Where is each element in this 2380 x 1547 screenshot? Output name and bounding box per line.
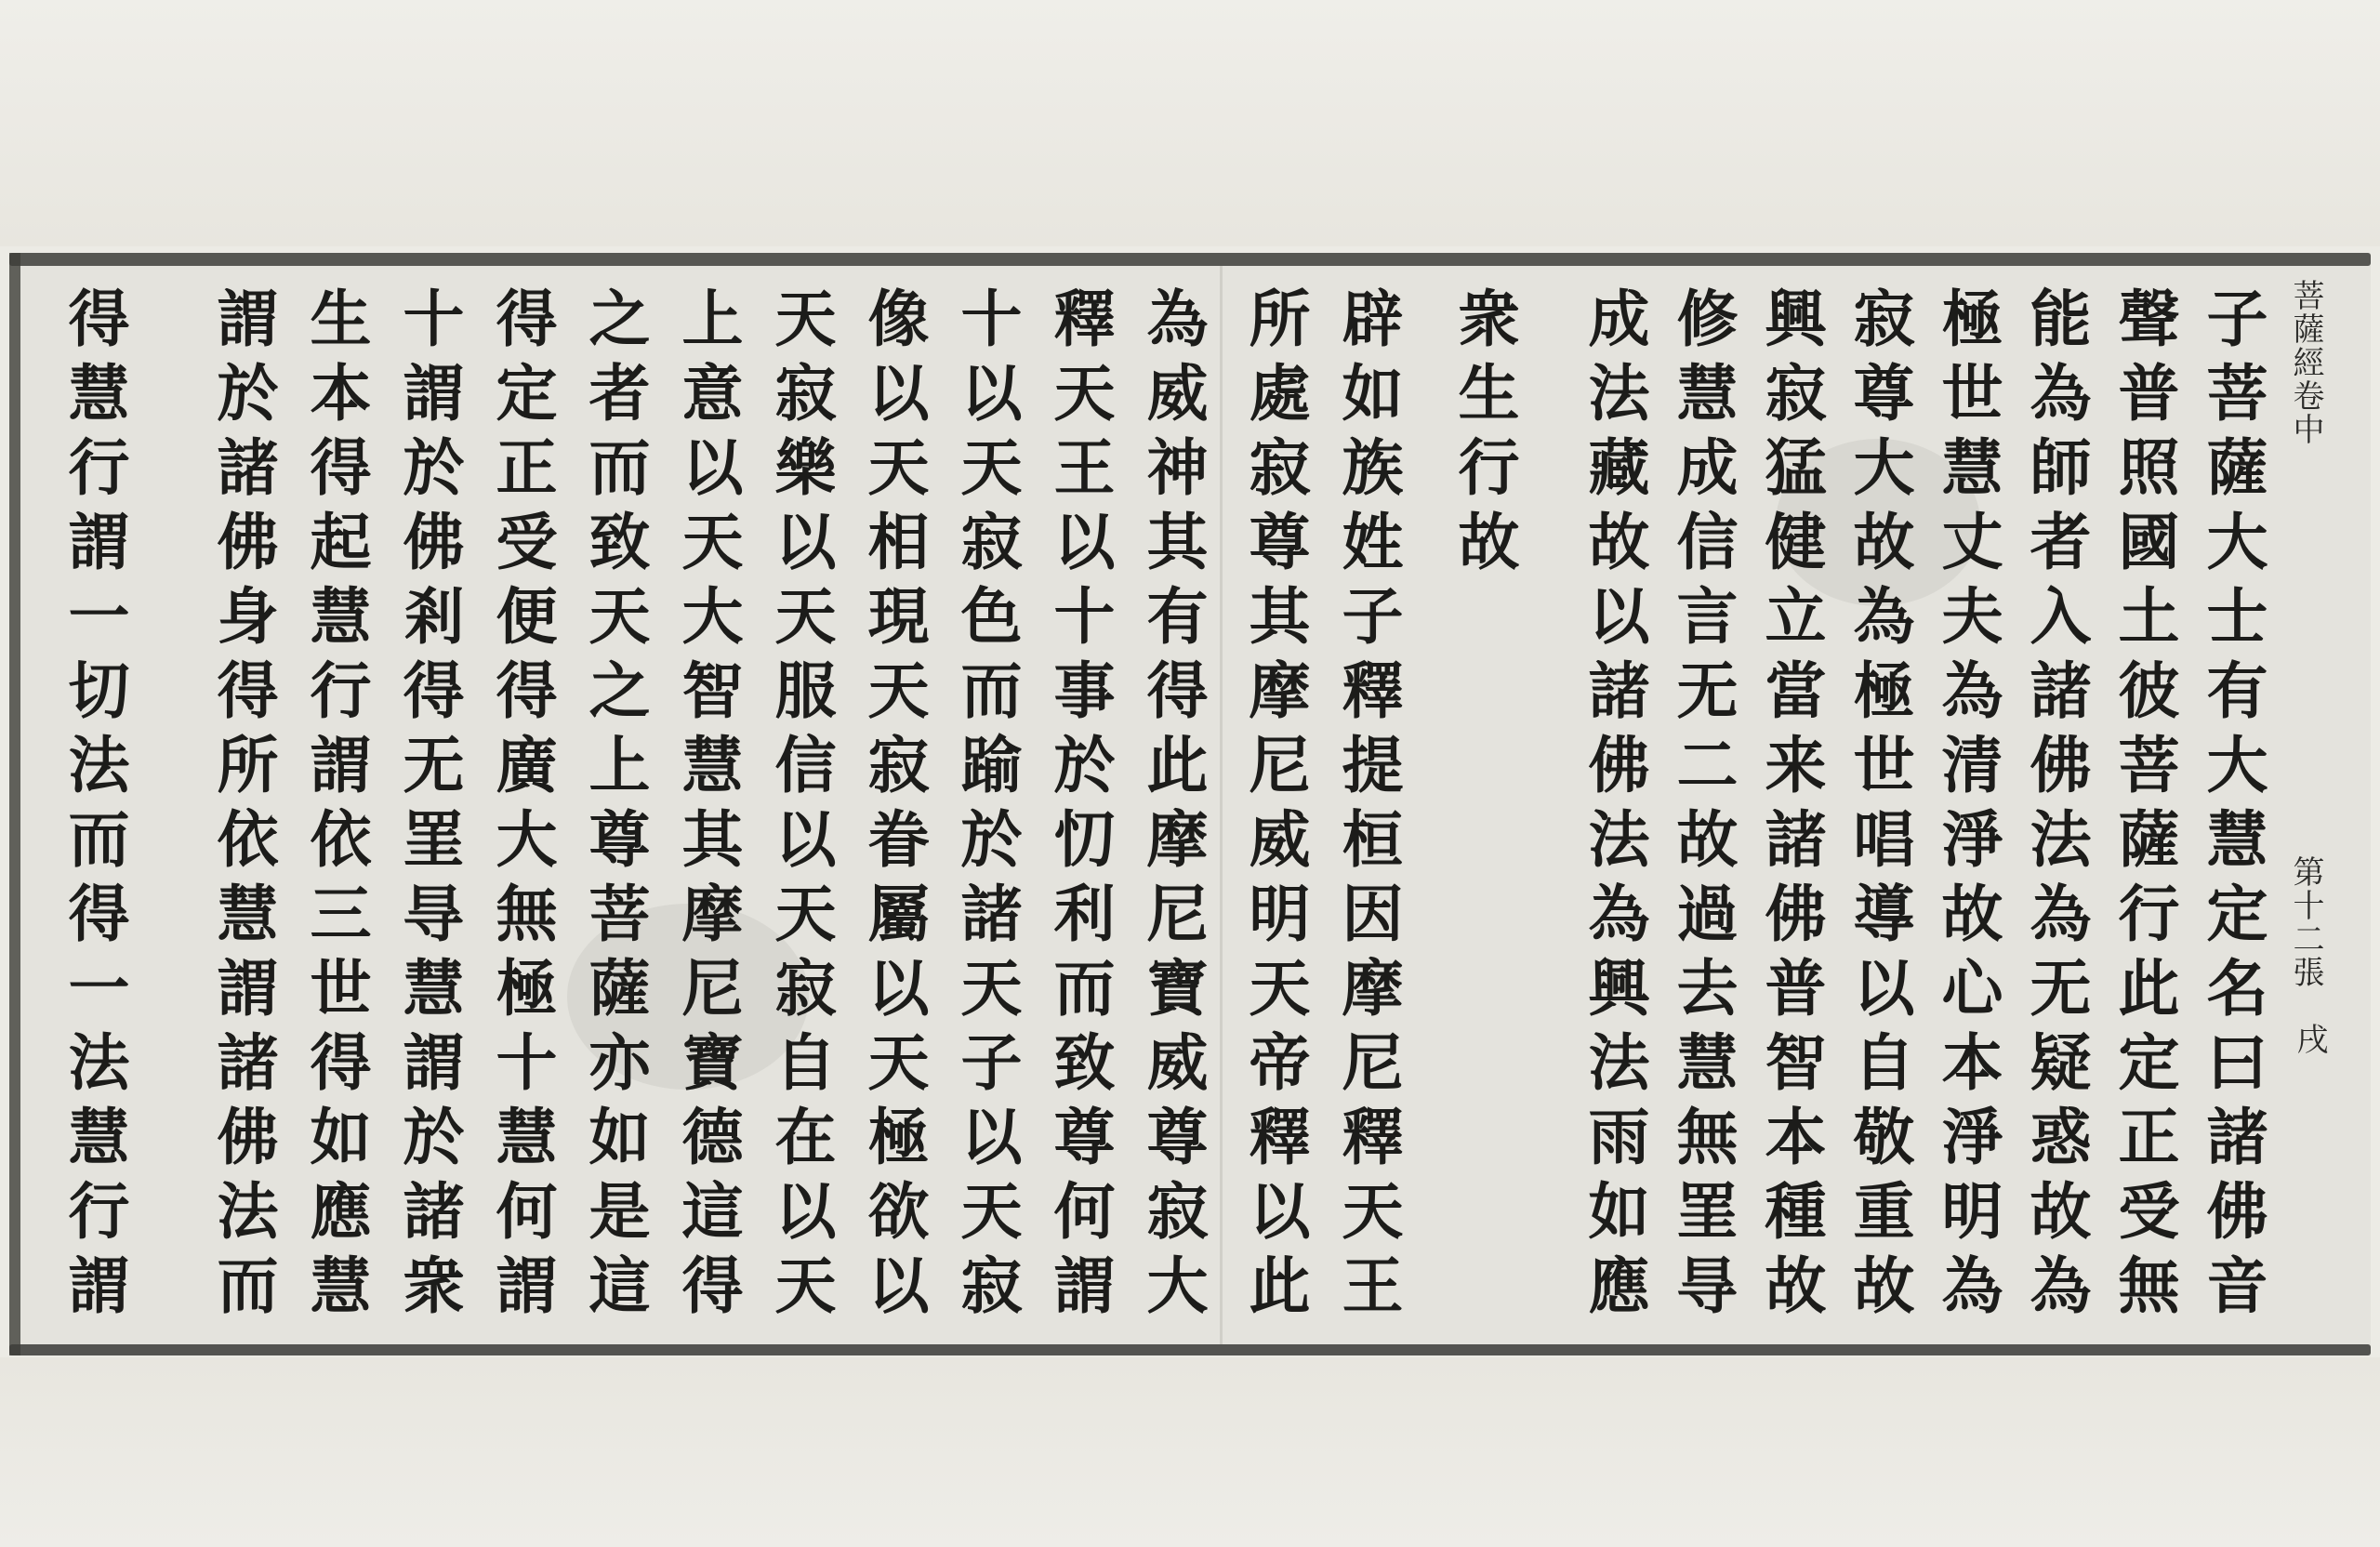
text-column-14: 十以天寂色而踰於諸天子以天寂 xyxy=(950,286,1023,1328)
text-column-22: 謂於諸佛身得所依慧謂諸佛法而 xyxy=(206,286,279,1328)
margin-title: 菩薩經卷中 xyxy=(2287,279,2324,446)
text-column-2: 聲普照國土彼菩薩行此定正受無 xyxy=(2108,286,2180,1328)
text-column-20: 十謂於佛剎得无罣㝵慧謂於諸衆 xyxy=(392,286,465,1328)
text-column-12: 為威神其有得此摩尼寶威尊寂大 xyxy=(1136,286,1209,1328)
text-column-16: 天寂樂以天服信以天寂自在以天 xyxy=(764,286,837,1328)
center-fold-line xyxy=(1220,266,1223,1344)
text-column-3: 能為師者入諸佛法為无疑惑故為 xyxy=(2019,286,2092,1328)
text-column-10: 辟如族姓子釋提桓因摩尼釋天王 xyxy=(1331,286,1404,1328)
left-border-rule xyxy=(9,253,20,1355)
margin-page-number: 第十二張 xyxy=(2287,855,2324,989)
text-column-6: 興寂猛健立當来諸佛普智本種故 xyxy=(1754,286,1827,1328)
text-column-21: 生本得起慧行謂依三世得如應慧 xyxy=(299,286,372,1328)
text-column-18: 之者而致天之上尊菩薩亦如是這 xyxy=(578,286,651,1328)
text-column-4: 極世慧丈夫為清淨故心本淨明為 xyxy=(1931,286,2003,1328)
text-column-1: 子菩薩大士有大慧定名曰諸佛音 xyxy=(2196,286,2268,1328)
text-column-15: 像以天相現天寂眷屬以天極欲以 xyxy=(857,286,930,1328)
top-border-rule xyxy=(9,253,2371,266)
text-column-19: 得定正受便得廣大無極十慧何謂 xyxy=(485,286,558,1328)
text-column-11: 所處寂尊其摩尼威明天帝釋以此 xyxy=(1238,286,1311,1328)
text-column-5: 寂尊大故為極世唱導以自敬重故 xyxy=(1843,286,1915,1328)
paper-top-margin xyxy=(0,0,2380,246)
text-column-23: 得慧行謂一切法而得一法慧行謂 xyxy=(58,286,130,1328)
margin-mark: 戌 xyxy=(2291,1023,2328,1054)
paper-bottom-margin xyxy=(0,1357,2380,1547)
text-column-13: 釋天王以十事於忉利而致尊何謂 xyxy=(1043,286,1116,1328)
text-column-7: 修慧成信言无二故過去慧無罣㝵 xyxy=(1666,286,1739,1328)
text-column-8: 成法藏故以諸佛法為興法雨如應 xyxy=(1578,286,1650,1328)
bottom-border-rule xyxy=(9,1344,2371,1355)
text-column-9: 衆生行故 xyxy=(1448,286,1520,584)
text-panel xyxy=(9,253,2371,1355)
text-column-17: 上意以天大智慧其摩尼寶德這得 xyxy=(671,286,744,1328)
